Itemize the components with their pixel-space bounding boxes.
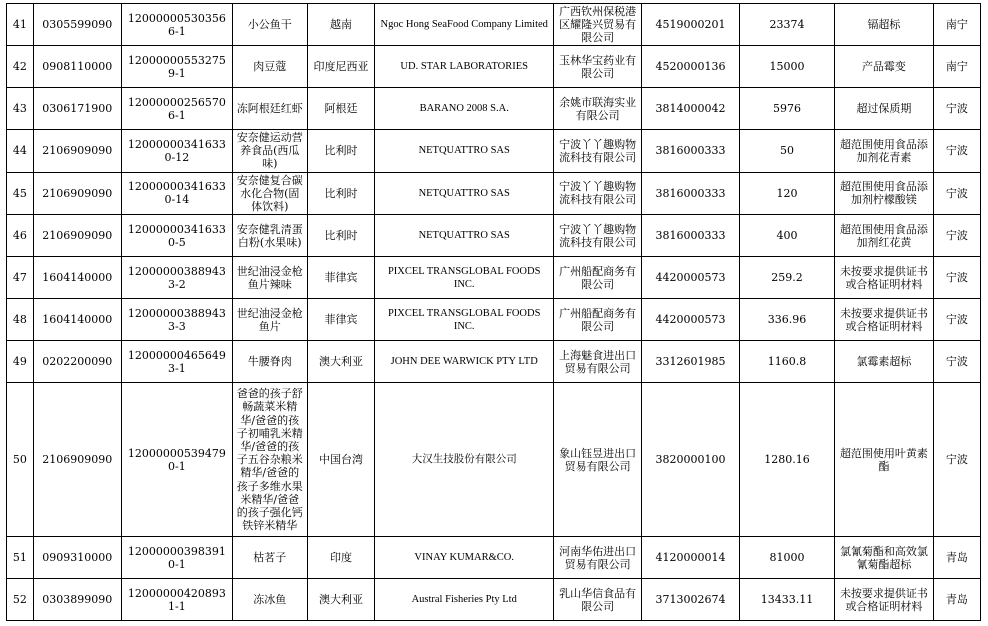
hs-code-cell: 2106909090 — [33, 130, 121, 173]
quantity-cell: 400 — [739, 215, 834, 257]
origin-cell: 菲律宾 — [307, 257, 375, 299]
importer-cell: 河南华佑进出口贸易有限公司 — [554, 537, 642, 579]
table-row — [7, 46, 981, 88]
hs-code-cell: 2106909090 — [33, 383, 121, 537]
seq-cell: 46 — [7, 215, 34, 257]
importer-cell: 宁波丫丫趣购物流科技有限公司 — [554, 130, 642, 173]
registration-number-cell: 4420000573 — [642, 299, 740, 341]
registration-number-cell: 4420000573 — [642, 257, 740, 299]
hs-code-cell: 0303899090 — [33, 579, 121, 621]
table-row — [7, 215, 981, 257]
quantity-cell: 5976 — [739, 88, 834, 130]
seq-cell: 51 — [7, 537, 34, 579]
origin-cell: 澳大利亚 — [307, 341, 375, 383]
product-name-cell: 安奈健乳清蛋白粉(水果味) — [232, 215, 307, 257]
quantity-cell: 120 — [739, 172, 834, 215]
quantity-cell: 81000 — [739, 537, 834, 579]
hs-code-cell: 0908110000 — [33, 46, 121, 88]
importer-cell: 宁波丫丫趣购物流科技有限公司 — [554, 172, 642, 215]
reason-cell: 超范围使用食品添加剂花青素 — [835, 130, 934, 173]
importer-cell: 宁波丫丫趣购物流科技有限公司 — [554, 215, 642, 257]
registration-number-cell: 4519000201 — [642, 4, 740, 46]
seq-cell: 42 — [7, 46, 34, 88]
origin-cell: 中国台湾 — [307, 383, 375, 537]
exporter-cell: PIXCEL TRANSGLOBAL FOODS INC. — [375, 257, 554, 299]
port-cell: 宁波 — [933, 130, 980, 173]
table-row — [7, 257, 981, 299]
hs-code-cell: 2106909090 — [33, 215, 121, 257]
hs-code-cell: 0305599090 — [33, 4, 121, 46]
hs-code-cell: 1604140000 — [33, 257, 121, 299]
quantity-cell: 15000 — [739, 46, 834, 88]
product-name-cell: 牛腰脊肉 — [232, 341, 307, 383]
table-row — [7, 172, 981, 215]
product-name-cell: 小公鱼干 — [232, 4, 307, 46]
product-name-cell: 冻阿根廷红虾 — [232, 88, 307, 130]
product-code-cell: 120000002565706-1 — [121, 88, 232, 130]
reason-cell: 超过保质期 — [835, 88, 934, 130]
table-row — [7, 130, 981, 173]
exporter-cell: NETQUATTRO SAS — [375, 172, 554, 215]
registration-number-cell: 3814000042 — [642, 88, 740, 130]
importer-cell: 象山钰昱进出口贸易有限公司 — [554, 383, 642, 537]
product-code-cell: 120000003416330-12 — [121, 130, 232, 173]
registration-number-cell: 3816000333 — [642, 172, 740, 215]
quantity-cell: 50 — [739, 130, 834, 173]
reason-cell: 氯霉素超标 — [835, 341, 934, 383]
port-cell: 宁波 — [933, 383, 980, 537]
seq-cell: 50 — [7, 383, 34, 537]
port-cell: 宁波 — [933, 341, 980, 383]
hs-code-cell: 0306171900 — [33, 88, 121, 130]
exporter-cell: NETQUATTRO SAS — [375, 215, 554, 257]
origin-cell: 越南 — [307, 4, 375, 46]
registration-number-cell: 3816000333 — [642, 130, 740, 173]
product-code-cell: 120000003983910-1 — [121, 537, 232, 579]
table-body — [7, 4, 981, 621]
port-cell: 宁波 — [933, 215, 980, 257]
origin-cell: 菲律宾 — [307, 299, 375, 341]
table-row — [7, 537, 981, 579]
quantity-cell: 259.2 — [739, 257, 834, 299]
reason-cell: 超范围使用叶黄素酯 — [835, 383, 934, 537]
importer-cell: 玉林华宝药业有限公司 — [554, 46, 642, 88]
reason-cell: 未按要求提供证书或合格证明材料 — [835, 299, 934, 341]
product-code-cell: 120000003416330-5 — [121, 215, 232, 257]
exporter-cell: 大汉生技股份有限公司 — [375, 383, 554, 537]
exporter-cell: PIXCEL TRANSGLOBAL FOODS INC. — [375, 299, 554, 341]
quantity-cell: 1160.8 — [739, 341, 834, 383]
exporter-cell: NETQUATTRO SAS — [375, 130, 554, 173]
hs-code-cell: 0909310000 — [33, 537, 121, 579]
quantity-cell: 336.96 — [739, 299, 834, 341]
hs-code-cell: 0202200090 — [33, 341, 121, 383]
seq-cell: 41 — [7, 4, 34, 46]
inspection-table — [6, 3, 981, 621]
table-row — [7, 4, 981, 46]
port-cell: 南宁 — [933, 46, 980, 88]
seq-cell: 43 — [7, 88, 34, 130]
seq-cell: 45 — [7, 172, 34, 215]
quantity-cell: 23374 — [739, 4, 834, 46]
reason-cell: 产品霉变 — [835, 46, 934, 88]
origin-cell: 印度 — [307, 537, 375, 579]
product-name-cell: 安奈健复合碳水化合物(固体饮料) — [232, 172, 307, 215]
seq-cell: 44 — [7, 130, 34, 173]
origin-cell: 比利时 — [307, 215, 375, 257]
product-code-cell: 120000003416330-14 — [121, 172, 232, 215]
table-row — [7, 341, 981, 383]
exporter-cell: Austral Fisheries Pty Ltd — [375, 579, 554, 621]
reason-cell: 氯氰菊酯和高效氯氰菊酯超标 — [835, 537, 934, 579]
importer-cell: 乳山华信食品有限公司 — [554, 579, 642, 621]
reason-cell: 未按要求提供证书或合格证明材料 — [835, 579, 934, 621]
registration-number-cell: 3312601985 — [642, 341, 740, 383]
table-row — [7, 579, 981, 621]
quantity-cell: 1280.16 — [739, 383, 834, 537]
port-cell: 青岛 — [933, 579, 980, 621]
origin-cell: 比利时 — [307, 172, 375, 215]
seq-cell: 52 — [7, 579, 34, 621]
port-cell: 青岛 — [933, 537, 980, 579]
product-code-cell: 120000003889433-2 — [121, 257, 232, 299]
origin-cell: 比利时 — [307, 130, 375, 173]
quantity-cell: 13433.11 — [739, 579, 834, 621]
port-cell: 宁波 — [933, 88, 980, 130]
registration-number-cell: 3713002674 — [642, 579, 740, 621]
port-cell: 宁波 — [933, 299, 980, 341]
importer-cell: 广西钦州保税港区耀隆兴贸易有限公司 — [554, 4, 642, 46]
product-code-cell: 120000003889433-3 — [121, 299, 232, 341]
origin-cell: 印度尼西亚 — [307, 46, 375, 88]
origin-cell: 澳大利亚 — [307, 579, 375, 621]
hs-code-cell: 2106909090 — [33, 172, 121, 215]
exporter-cell: Ngoc Hong SeaFood Company Limited — [375, 4, 554, 46]
product-name-cell: 冻冰鱼 — [232, 579, 307, 621]
port-cell: 宁波 — [933, 257, 980, 299]
port-cell: 南宁 — [933, 4, 980, 46]
reason-cell: 镉超标 — [835, 4, 934, 46]
product-name-cell: 安奈健运动营养食品(西瓜味) — [232, 130, 307, 173]
exporter-cell: JOHN DEE WARWICK PTY LTD — [375, 341, 554, 383]
registration-number-cell: 3820000100 — [642, 383, 740, 537]
product-name-cell: 世纪油浸金枪鱼片辣味 — [232, 257, 307, 299]
exporter-cell: UD. STAR LABORATORIES — [375, 46, 554, 88]
table-row — [7, 383, 981, 537]
product-name-cell: 世纪油浸金枪鱼片 — [232, 299, 307, 341]
product-name-cell: 肉豆蔻 — [232, 46, 307, 88]
product-code-cell: 120000005303566-1 — [121, 4, 232, 46]
seq-cell: 49 — [7, 341, 34, 383]
product-code-cell: 120000004208931-1 — [121, 579, 232, 621]
seq-cell: 47 — [7, 257, 34, 299]
seq-cell: 48 — [7, 299, 34, 341]
reason-cell: 超范围使用食品添加剂柠檬酸镁 — [835, 172, 934, 215]
product-code-cell: 120000005532759-1 — [121, 46, 232, 88]
product-code-cell: 120000004656493-1 — [121, 341, 232, 383]
reason-cell: 超范围使用食品添加剂红花黄 — [835, 215, 934, 257]
table-row — [7, 299, 981, 341]
importer-cell: 上海魅食进出口贸易有限公司 — [554, 341, 642, 383]
hs-code-cell: 1604140000 — [33, 299, 121, 341]
registration-number-cell: 4120000014 — [642, 537, 740, 579]
exporter-cell: BARANO 2008 S.A. — [375, 88, 554, 130]
importer-cell: 广州船配商务有限公司 — [554, 299, 642, 341]
table-row — [7, 88, 981, 130]
exporter-cell: VINAY KUMAR&CO. — [375, 537, 554, 579]
reason-cell: 未按要求提供证书或合格证明材料 — [835, 257, 934, 299]
product-name-cell: 枯茗子 — [232, 537, 307, 579]
registration-number-cell: 3816000333 — [642, 215, 740, 257]
importer-cell: 广州船配商务有限公司 — [554, 257, 642, 299]
registration-number-cell: 4520000136 — [642, 46, 740, 88]
product-code-cell: 120000005394790-1 — [121, 383, 232, 537]
port-cell: 宁波 — [933, 172, 980, 215]
origin-cell: 阿根廷 — [307, 88, 375, 130]
importer-cell: 余姚市联海实业有限公司 — [554, 88, 642, 130]
product-name-cell: 爸爸的孩子舒畅蔬菜米精华/爸爸的孩子初哺乳米精华/爸爸的孩子五谷杂粮米精华/爸爸的孩子多维水果米精华/爸爸的孩子强化钙铁锌米精华 — [232, 383, 307, 537]
